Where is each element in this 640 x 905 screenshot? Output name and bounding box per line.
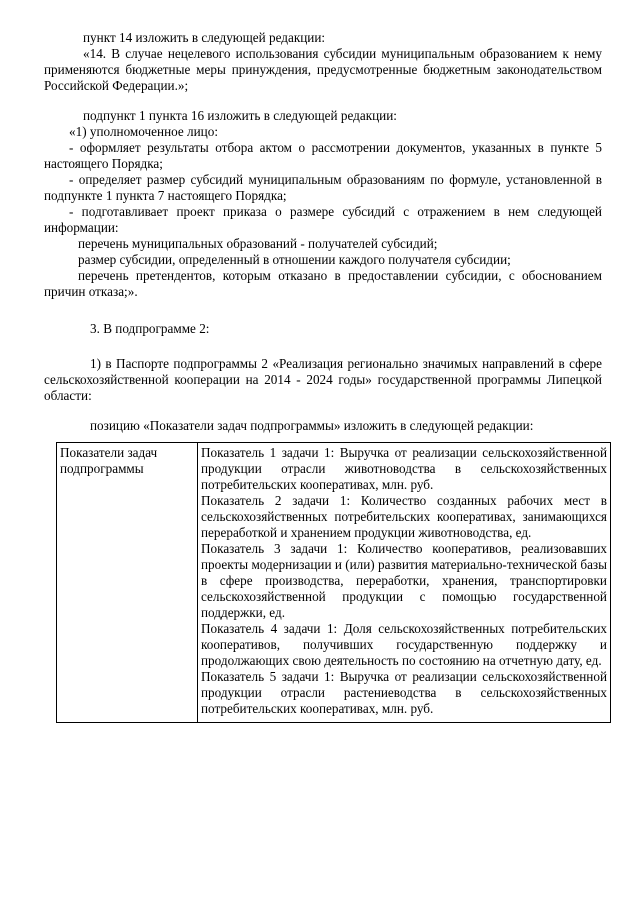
paragraph-list-municipalities: перечень муниципальных образований - получателей субсидий;: [78, 236, 438, 251]
document-page: [44, 30, 607, 723]
indicator-item: Показатель 4 задачи 1: Доля сельскохозяйственных потребительских кооперативов, получивших государственную поддержку и продолжающих свою деятельность по состоянию на отчетную дату, ед.: [201, 621, 607, 668]
paragraph-item14-text: «14. В случае нецелевого использования субсидии муниципальным образованием к нему применяются бюджетные меры принуждения, предусмотренные бюджетным законодательством Российской Федерации.»;: [44, 46, 602, 93]
indicator-item: Показатель 1 задачи 1: Выручка от реализации сельскохозяйственной продукции отрасли животноводства в сельскохозяйственных потребительских кооперативах, млн. руб.: [201, 445, 607, 492]
paragraph-position-intro: позицию «Показатели задач подпрограммы» изложить в следующей редакции:: [90, 418, 534, 433]
indicator-item: Показатель 2 задачи 1: Количество созданных рабочих мест в сельскохозяйственных потребительских кооперативах, занимающихся переработкой и хранением продукции животноводства, ед.: [201, 493, 607, 540]
paragraph-passport-intro: 1) в Паспорте подпрограммы 2 «Реализация регионально значимых направлений в сфере сельскохозяйственной кооперации на 2014 - 2024 годы» государственной программы Липецкой области:: [44, 356, 602, 403]
paragraph-bullet-order: - подготавливает проект приказа о размере субсидий с отражением в нем следующей информации:: [44, 204, 602, 235]
paragraph-subitem1-intro: подпункт 1 пункта 16 изложить в следующей редакции:: [83, 108, 397, 123]
table-cell-label: Показатели задач подпрограммы: [57, 443, 198, 723]
paragraph-bullet-results: - оформляет результаты отбора актом о рассмотрении документов, указанных в пункте 5 настоящего Порядка;: [44, 140, 602, 171]
paragraph-item14-intro: пункт 14 изложить в следующей редакции:: [83, 30, 326, 45]
table-row: [57, 443, 611, 723]
paragraph-list-refusals: перечень претендентов, которым отказано в предоставлении субсидии, с обоснованием причин отказа;».: [44, 268, 602, 299]
indicators-table: [56, 442, 611, 723]
indicator-item: Показатель 5 задачи 1: Выручка от реализации сельскохозяйственной продукции отрасли растениеводства в сельскохозяйственных потребительских кооперативах, млн. руб.: [201, 669, 607, 716]
table-cell-indicators: [198, 443, 611, 723]
indicator-item: Показатель 3 задачи 1: Количество кооперативов, реализовавших проекты модернизации и (или) развития материально-технической базы в сфере производства, переработки, хранения, транспортировки сельскохозяйственной продукции с помощью государственной поддержки, ед.: [201, 541, 607, 620]
paragraph-list-amounts: размер субсидии, определенный в отношении каждого получателя субсидии;: [78, 252, 511, 267]
paragraph-bullet-size: - определяет размер субсидий муниципальным образованиям по формуле, установленной в подпункте 1 пункта 7 настоящего Порядка;: [44, 172, 602, 203]
paragraph-authorized-person: «1) уполномоченное лицо:: [69, 124, 218, 139]
paragraph-subprogram2-heading: 3. В подпрограмме 2:: [90, 321, 210, 336]
